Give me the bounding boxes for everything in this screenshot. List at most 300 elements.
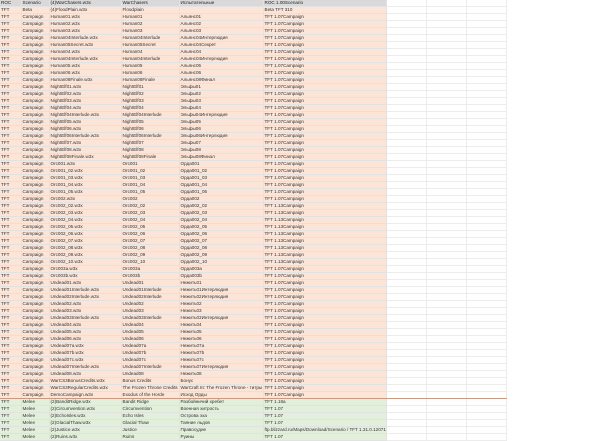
cell-empty[interactable] — [426, 273, 466, 280]
cell-empty[interactable] — [466, 350, 506, 357]
cell-version[interactable]: TFT 1.13Campaign — [263, 231, 386, 238]
cell-file[interactable]: Orc002_10.w3x — [49, 259, 121, 266]
cell-empty[interactable] — [386, 336, 426, 343]
cell-empty[interactable] — [466, 70, 506, 77]
table-row[interactable] — [0, 399, 506, 406]
cell-file[interactable]: Orc001.w3x — [49, 161, 121, 168]
cell-empty[interactable] — [386, 35, 426, 42]
cell-roc[interactable]: TFT — [0, 357, 21, 364]
cell-empty[interactable] — [386, 196, 426, 203]
cell-version[interactable]: ftp.blizzard.ru/Maps/Download/Scenario / TFT 1.31.0.12071 — [264, 427, 386, 432]
cell-localized-title[interactable]: Нежить07Интерлюдия — [179, 364, 263, 371]
cell-title[interactable]: Circumvention — [121, 406, 179, 413]
cell-title[interactable]: Undead07Interlude — [121, 364, 179, 371]
cell-empty[interactable] — [426, 308, 466, 315]
cell-empty[interactable] — [386, 217, 426, 224]
cell-scenario[interactable]: Campaign — [21, 252, 49, 259]
cell-title[interactable]: Orc002_02 — [121, 203, 179, 210]
table-row[interactable] — [0, 196, 506, 203]
table-row[interactable] — [0, 427, 506, 434]
cell-file[interactable]: NightElf08Finale.w3x — [49, 154, 121, 161]
cell-scenario[interactable]: Campaign — [21, 98, 49, 105]
cell-version[interactable]: TFT 1.07Campaign — [263, 364, 386, 371]
cell-roc[interactable]: TFT — [0, 224, 21, 231]
cell-empty[interactable] — [386, 70, 426, 77]
cell-empty[interactable] — [426, 140, 466, 147]
cell-localized-title[interactable]: Орда002_04 — [179, 217, 263, 224]
cell-localized-title[interactable]: Нежить03 — [179, 308, 263, 315]
cell-roc[interactable]: TFT — [0, 336, 21, 343]
cell-file[interactable]: Orc001_03.w3x — [49, 175, 121, 182]
table-row[interactable] — [0, 413, 506, 420]
cell-roc[interactable]: TFT — [0, 203, 21, 210]
table-row[interactable] — [0, 217, 506, 224]
cell-file[interactable]: Human05Secret.w3x — [49, 42, 121, 49]
cell-localized-title[interactable]: Альянс01 — [179, 14, 263, 21]
cell-empty[interactable] — [386, 231, 426, 238]
cell-localized-title[interactable]: WarCraft III: The Frozen Throne - титры — [180, 385, 263, 390]
cell-roc[interactable]: TFT — [0, 238, 21, 245]
table-row[interactable] — [0, 182, 506, 189]
cell-empty[interactable] — [386, 154, 426, 161]
cell-roc[interactable]: TFT — [0, 168, 21, 175]
cell-empty[interactable] — [466, 245, 506, 252]
cell-file[interactable]: NightElf01.w3x — [49, 84, 121, 91]
cell-localized-title[interactable]: Орда002_05 — [179, 224, 263, 231]
cell-version[interactable]: TFT 1.07Campaign — [263, 301, 386, 308]
cell-scenario[interactable]: Campaign — [21, 119, 49, 126]
cell-empty[interactable] — [426, 63, 466, 70]
cell-localized-title[interactable]: Нежить03Интерлюдия — [179, 315, 263, 322]
cell-roc[interactable]: TFT — [0, 63, 21, 70]
cell-empty[interactable] — [466, 182, 506, 189]
table-row[interactable] — [0, 14, 506, 21]
table-row[interactable] — [0, 287, 506, 294]
cell-file[interactable]: NightElf05.w3x — [49, 119, 121, 126]
cell-version[interactable]: TFT 1.07Campaign — [263, 273, 386, 280]
cell-empty[interactable] — [466, 49, 506, 56]
cell-file[interactable]: Orc002_07.w3x — [49, 238, 121, 245]
cell-empty[interactable] — [466, 427, 506, 434]
cell-scenario[interactable]: Campaign — [21, 203, 49, 210]
cell-title[interactable]: Human01 — [121, 14, 179, 21]
cell-empty[interactable] — [386, 406, 426, 413]
cell-empty[interactable] — [386, 105, 426, 112]
cell-roc[interactable]: TFT — [0, 14, 21, 21]
table-row[interactable] — [0, 294, 506, 301]
cell-empty[interactable] — [466, 287, 506, 294]
cell-localized-title[interactable]: Орда001 — [179, 161, 263, 168]
cell-roc[interactable]: TFT — [0, 28, 21, 35]
cell-title[interactable]: Orc001_03 — [121, 175, 179, 182]
cell-version[interactable]: TFT 1.07Campaign — [263, 84, 386, 91]
cell-localized-title[interactable]: Эльфы08Финал — [179, 154, 263, 161]
cell-scenario[interactable]: Campaign — [21, 392, 49, 399]
cell-title[interactable]: Floodplain — [121, 7, 179, 14]
cell-empty[interactable] — [466, 217, 506, 224]
cell-localized-title[interactable]: Орда001_03 — [179, 175, 263, 182]
cell-file[interactable]: Human04Interlude.w3x — [49, 35, 121, 42]
cell-roc[interactable]: TFT — [0, 287, 21, 294]
table-row[interactable] — [0, 329, 506, 336]
table-row[interactable] — [0, 385, 506, 392]
cell-file[interactable]: NightElf04Interlude.w3x — [49, 112, 121, 119]
cell-empty[interactable] — [386, 189, 426, 196]
cell-file[interactable]: Human04.w3x — [49, 49, 121, 56]
cell-localized-title[interactable]: Эльфы04Интерлюдия — [179, 112, 263, 119]
cell-title[interactable]: Undead05 — [121, 329, 179, 336]
table-row[interactable] — [0, 224, 506, 231]
table-row[interactable] — [0, 42, 506, 49]
cell-localized-title[interactable]: Эльфы01 — [179, 84, 263, 91]
table-row[interactable] — [0, 105, 506, 112]
table-row[interactable] — [0, 301, 506, 308]
table-row[interactable] — [0, 7, 506, 14]
cell-empty[interactable] — [426, 357, 466, 364]
cell-empty[interactable] — [426, 210, 466, 217]
cell-roc[interactable]: TFT — [0, 84, 21, 91]
cell-empty[interactable] — [466, 238, 506, 245]
cell-scenario[interactable]: Campaign — [21, 259, 49, 266]
cell-title[interactable]: Exodus of the Horde — [121, 392, 179, 399]
cell-file[interactable]: (2)BanditRidge.w3x — [49, 399, 121, 406]
cell-file[interactable]: Orc003a.w3x — [49, 266, 121, 273]
cell-empty[interactable] — [466, 259, 506, 266]
cell-localized-title[interactable]: Разбойничий хребет — [179, 399, 263, 406]
table-row[interactable] — [0, 280, 506, 287]
cell-empty[interactable] — [386, 301, 426, 308]
cell-empty[interactable] — [386, 21, 426, 28]
cell-title[interactable]: NightElf06 — [121, 126, 179, 133]
cell-empty[interactable] — [386, 252, 426, 259]
cell-empty[interactable] — [386, 224, 426, 231]
cell-file[interactable]: Undead07a.w3x — [49, 343, 121, 350]
cell-scenario[interactable]: Campaign — [21, 273, 49, 280]
cell-scenario[interactable]: Melee — [21, 420, 49, 427]
cell-roc[interactable]: TFT — [0, 427, 21, 434]
cell-empty[interactable] — [426, 14, 466, 21]
cell-title[interactable]: Orc002_10 — [121, 259, 179, 266]
cell-localized-title[interactable]: Острова эха — [179, 413, 263, 420]
cell-file[interactable]: NightElf06.w3x — [49, 126, 121, 133]
cell-title[interactable]: Human06 — [121, 70, 179, 77]
cell-roc[interactable]: TFT — [0, 35, 21, 42]
cell-scenario[interactable]: Campaign — [21, 336, 49, 343]
cell-localized-title[interactable]: Исход Орды — [179, 392, 263, 399]
cell-empty[interactable] — [386, 203, 426, 210]
cell-version[interactable]: ROC 1.00Scenario — [263, 0, 386, 7]
cell-roc[interactable]: TFT — [0, 378, 21, 385]
table-row[interactable] — [0, 350, 506, 357]
cell-roc[interactable]: TFT — [0, 42, 21, 49]
table-row[interactable] — [0, 343, 506, 350]
cell-empty[interactable] — [386, 182, 426, 189]
cell-file[interactable]: Orc002_02.w3x — [49, 203, 121, 210]
cell-scenario[interactable]: Campaign — [21, 91, 49, 98]
table-row[interactable] — [0, 371, 506, 378]
cell-scenario[interactable]: Campaign — [21, 189, 49, 196]
cell-roc[interactable]: TFT — [0, 140, 21, 147]
cell-version[interactable]: TFT 1.07Campaign — [263, 168, 386, 175]
cell-localized-title[interactable]: Испытательные — [179, 0, 263, 7]
cell-file[interactable]: Orc002.w3x — [49, 196, 121, 203]
cell-roc[interactable]: TFT — [0, 217, 21, 224]
table-row[interactable] — [0, 147, 506, 154]
table-row[interactable] — [0, 420, 506, 427]
cell-file[interactable]: Undead07b.w3x — [49, 350, 121, 357]
cell-version[interactable]: TFT 1.07 — [263, 434, 386, 441]
table-row[interactable] — [0, 140, 506, 147]
cell-file[interactable]: (4)WarChasers.w3x — [49, 0, 121, 7]
cell-empty[interactable] — [426, 252, 466, 259]
table-row[interactable] — [0, 392, 506, 399]
cell-version[interactable]: TFT 1.07Campaign — [263, 322, 386, 329]
cell-version[interactable]: TFT 1.07Campaign — [263, 175, 386, 182]
cell-empty[interactable] — [466, 98, 506, 105]
cell-empty[interactable] — [386, 329, 426, 336]
cell-title[interactable]: Orc001_05 — [121, 189, 179, 196]
cell-empty[interactable] — [426, 336, 466, 343]
cell-scenario[interactable]: Melee — [21, 406, 49, 413]
cell-title[interactable]: Bandit Ridge — [121, 399, 179, 406]
cell-file[interactable]: Orc002_08.w3x — [49, 245, 121, 252]
cell-empty[interactable] — [426, 203, 466, 210]
cell-file[interactable]: (2)GlacialThaw.w3x — [49, 420, 121, 427]
cell-title[interactable]: NightElf05 — [121, 119, 179, 126]
cell-empty[interactable] — [386, 56, 426, 63]
cell-version[interactable]: TFT 1.07Campaign — [263, 28, 386, 35]
cell-title[interactable]: Orc002 — [121, 196, 179, 203]
cell-roc[interactable]: TFT — [0, 7, 21, 14]
cell-version[interactable]: TFT 1.07Campaign — [263, 266, 386, 273]
cell-empty[interactable] — [426, 238, 466, 245]
cell-empty[interactable] — [426, 245, 466, 252]
cell-version[interactable]: TFT 1.07Campaign — [263, 133, 386, 140]
cell-scenario[interactable]: Campaign — [21, 70, 49, 77]
cell-empty[interactable] — [466, 35, 506, 42]
cell-title[interactable]: Orc001_04 — [121, 182, 179, 189]
cell-localized-title[interactable]: Альянс04Интерлюдия — [179, 35, 263, 42]
cell-scenario[interactable]: Campaign — [21, 35, 49, 42]
cell-roc[interactable]: TFT — [0, 70, 21, 77]
cell-empty[interactable] — [466, 63, 506, 70]
cell-roc[interactable]: TFT — [0, 210, 21, 217]
cell-roc[interactable]: TFT — [0, 245, 21, 252]
cell-localized-title[interactable]: Эльфы06 — [179, 126, 263, 133]
table-row[interactable] — [0, 133, 506, 140]
cell-file[interactable]: (2)Circumvention.w3x — [49, 406, 121, 413]
cell-scenario[interactable]: Campaign — [21, 322, 49, 329]
cell-scenario[interactable]: Melee — [21, 399, 49, 406]
cell-scenario[interactable]: Campaign — [21, 196, 49, 203]
table-row[interactable] — [0, 273, 506, 280]
cell-file[interactable]: WarCS3BonusCredits.w3x — [49, 378, 121, 385]
table-row[interactable] — [0, 154, 506, 161]
cell-roc[interactable]: TFT — [0, 105, 21, 112]
cell-empty[interactable] — [466, 224, 506, 231]
cell-title[interactable]: Orc002_05 — [121, 224, 179, 231]
cell-version[interactable]: TFT 1.07Campaign — [263, 49, 386, 56]
cell-empty[interactable] — [426, 420, 466, 427]
cell-title[interactable]: NightElf04Interlude — [121, 112, 179, 119]
cell-roc[interactable]: TFT — [0, 294, 21, 301]
cell-roc[interactable]: TFT — [0, 322, 21, 329]
cell-localized-title[interactable]: Нежить07c — [179, 357, 263, 364]
cell-empty[interactable] — [386, 322, 426, 329]
cell-empty[interactable] — [426, 378, 466, 385]
table-row[interactable] — [0, 168, 506, 175]
cell-title[interactable]: Ruins — [121, 434, 179, 441]
cell-roc[interactable]: TFT — [0, 182, 21, 189]
cell-empty[interactable] — [386, 259, 426, 266]
cell-empty[interactable] — [386, 98, 426, 105]
table-row[interactable] — [0, 259, 506, 266]
cell-roc[interactable]: TFT — [0, 364, 21, 371]
cell-empty[interactable] — [466, 196, 506, 203]
table-row[interactable] — [0, 308, 506, 315]
cell-empty[interactable] — [466, 14, 506, 21]
cell-version[interactable]: TFT 1.07Campaign — [263, 385, 386, 392]
cell-empty[interactable] — [426, 35, 466, 42]
cell-empty[interactable] — [386, 28, 426, 35]
cell-empty[interactable] — [466, 392, 506, 399]
cell-empty[interactable] — [386, 308, 426, 315]
cell-localized-title[interactable]: Орда001_04 — [179, 182, 263, 189]
cell-version[interactable]: TFT 1.07Campaign — [263, 126, 386, 133]
table-row[interactable] — [0, 126, 506, 133]
cell-file[interactable]: Orc001_02.w3x — [49, 168, 121, 175]
cell-localized-title[interactable]: Орда003a — [179, 266, 263, 273]
cell-version[interactable]: TFT 1.07Campaign — [263, 308, 386, 315]
cell-title[interactable]: Human02 — [121, 21, 179, 28]
cell-empty[interactable] — [466, 231, 506, 238]
table-row[interactable] — [0, 322, 506, 329]
cell-empty[interactable] — [466, 84, 506, 91]
cell-empty[interactable] — [386, 392, 426, 399]
cell-empty[interactable] — [426, 259, 466, 266]
cell-file[interactable]: DemoCampaign.w3x — [49, 392, 121, 399]
cell-file[interactable]: (2)Justice.w3x — [49, 427, 121, 434]
table-row[interactable] — [0, 119, 506, 126]
cell-localized-title[interactable]: Нежить08 — [179, 371, 263, 378]
cell-empty[interactable] — [426, 399, 466, 406]
cell-title[interactable]: Undead01Interlude — [121, 287, 179, 294]
cell-scenario[interactable]: Campaign — [21, 280, 49, 287]
cell-localized-title[interactable]: Орда003b — [179, 273, 263, 280]
cell-localized-title[interactable]: Альянс04Интерлюдия — [179, 56, 263, 63]
cell-empty[interactable] — [426, 119, 466, 126]
cell-empty[interactable] — [426, 434, 466, 441]
cell-scenario[interactable]: Beta — [21, 7, 49, 14]
cell-roc[interactable]: TFT — [0, 399, 21, 406]
cell-empty[interactable] — [466, 378, 506, 385]
cell-empty[interactable] — [386, 14, 426, 21]
cell-roc[interactable]: TFT — [0, 280, 21, 287]
cell-roc[interactable]: TFT — [0, 119, 21, 126]
cell-empty[interactable] — [466, 56, 506, 63]
cell-empty[interactable] — [466, 161, 506, 168]
cell-empty[interactable] — [426, 168, 466, 175]
table-row[interactable] — [0, 231, 506, 238]
cell-empty[interactable] — [426, 364, 466, 371]
cell-localized-title[interactable]: Эльфы05 — [179, 119, 263, 126]
cell-empty[interactable] — [426, 371, 466, 378]
cell-empty[interactable] — [386, 364, 426, 371]
cell-title[interactable]: NightElf02 — [121, 91, 179, 98]
cell-localized-title[interactable]: Орда002_07 — [179, 238, 263, 245]
cell-roc[interactable]: TFT — [0, 21, 21, 28]
cell-version[interactable]: TFT 1.07Campaign — [263, 392, 386, 399]
cell-version[interactable]: TFT 1.07Campaign — [263, 371, 386, 378]
cell-empty[interactable] — [466, 266, 506, 273]
cell-empty[interactable] — [466, 28, 506, 35]
cell-empty[interactable] — [466, 322, 506, 329]
cell-version[interactable]: TFT 1.07Campaign — [263, 161, 386, 168]
cell-empty[interactable] — [426, 287, 466, 294]
cell-title[interactable]: Orc002_06 — [121, 231, 179, 238]
cell-empty[interactable] — [426, 7, 466, 14]
table-row[interactable] — [0, 21, 506, 28]
table-row[interactable] — [0, 434, 506, 441]
cell-file[interactable]: Orc002_06.w3x — [49, 231, 121, 238]
cell-empty[interactable] — [386, 238, 426, 245]
cell-roc[interactable]: TFT — [0, 413, 21, 420]
cell-version[interactable]: TFT 1.07Campaign — [263, 77, 386, 84]
cell-file[interactable]: Undead01Interlude.w3x — [49, 287, 121, 294]
cell-file[interactable]: Human05.w3x — [49, 63, 121, 70]
cell-file[interactable]: Undead03Interlude.w3x — [49, 315, 121, 322]
cell-title[interactable]: Orc002_08 — [121, 245, 179, 252]
cell-version[interactable]: TFT 1.13Campaign — [263, 210, 386, 217]
cell-version[interactable]: TFT 1.07 — [263, 420, 386, 427]
cell-title[interactable]: Orc003a — [121, 266, 179, 273]
cell-title[interactable]: Orc002_09 — [121, 252, 179, 259]
cell-empty[interactable] — [466, 420, 506, 427]
cell-empty[interactable] — [466, 385, 506, 392]
cell-title[interactable]: Orc001_02 — [121, 168, 179, 175]
cell-empty[interactable] — [426, 217, 466, 224]
cell-version[interactable]: TFT 1.07Campaign — [263, 336, 386, 343]
cell-title[interactable]: Human08Finale — [121, 77, 179, 84]
cell-localized-title[interactable]: Орда002_09 — [179, 252, 263, 259]
cell-scenario[interactable]: Campaign — [21, 147, 49, 154]
cell-roc[interactable]: ROC — [0, 0, 21, 7]
cell-scenario[interactable]: Campaign — [21, 140, 49, 147]
cell-scenario[interactable]: Campaign — [21, 112, 49, 119]
cell-version[interactable]: TFT 1.07Campaign — [263, 91, 386, 98]
cell-title[interactable]: Undead02 — [121, 301, 179, 308]
cell-roc[interactable]: TFT — [0, 385, 21, 392]
cell-empty[interactable] — [426, 105, 466, 112]
cell-file[interactable]: Undead07Interlude.w3x — [49, 364, 121, 371]
cell-empty[interactable] — [426, 154, 466, 161]
cell-version[interactable]: TFT 1.07 — [263, 406, 386, 413]
cell-localized-title[interactable]: Эльфы04 — [179, 105, 263, 112]
cell-file[interactable]: Undead01.w3x — [49, 280, 121, 287]
cell-title[interactable]: Human04Interlude — [121, 35, 179, 42]
cell-empty[interactable] — [386, 385, 426, 392]
cell-empty[interactable] — [466, 252, 506, 259]
cell-empty[interactable] — [426, 301, 466, 308]
cell-title[interactable]: Orc001 — [121, 161, 179, 168]
cell-file[interactable]: Human06.w3x — [49, 70, 121, 77]
cell-file[interactable]: Human04Interlude.w3x — [49, 56, 121, 63]
cell-file[interactable]: Human03.w3x — [49, 28, 121, 35]
cell-scenario[interactable]: Campaign — [21, 224, 49, 231]
cell-title[interactable]: Undead02Interlude — [121, 294, 179, 301]
cell-localized-title[interactable]: Нежить02 — [179, 301, 263, 308]
cell-empty[interactable] — [466, 7, 506, 14]
